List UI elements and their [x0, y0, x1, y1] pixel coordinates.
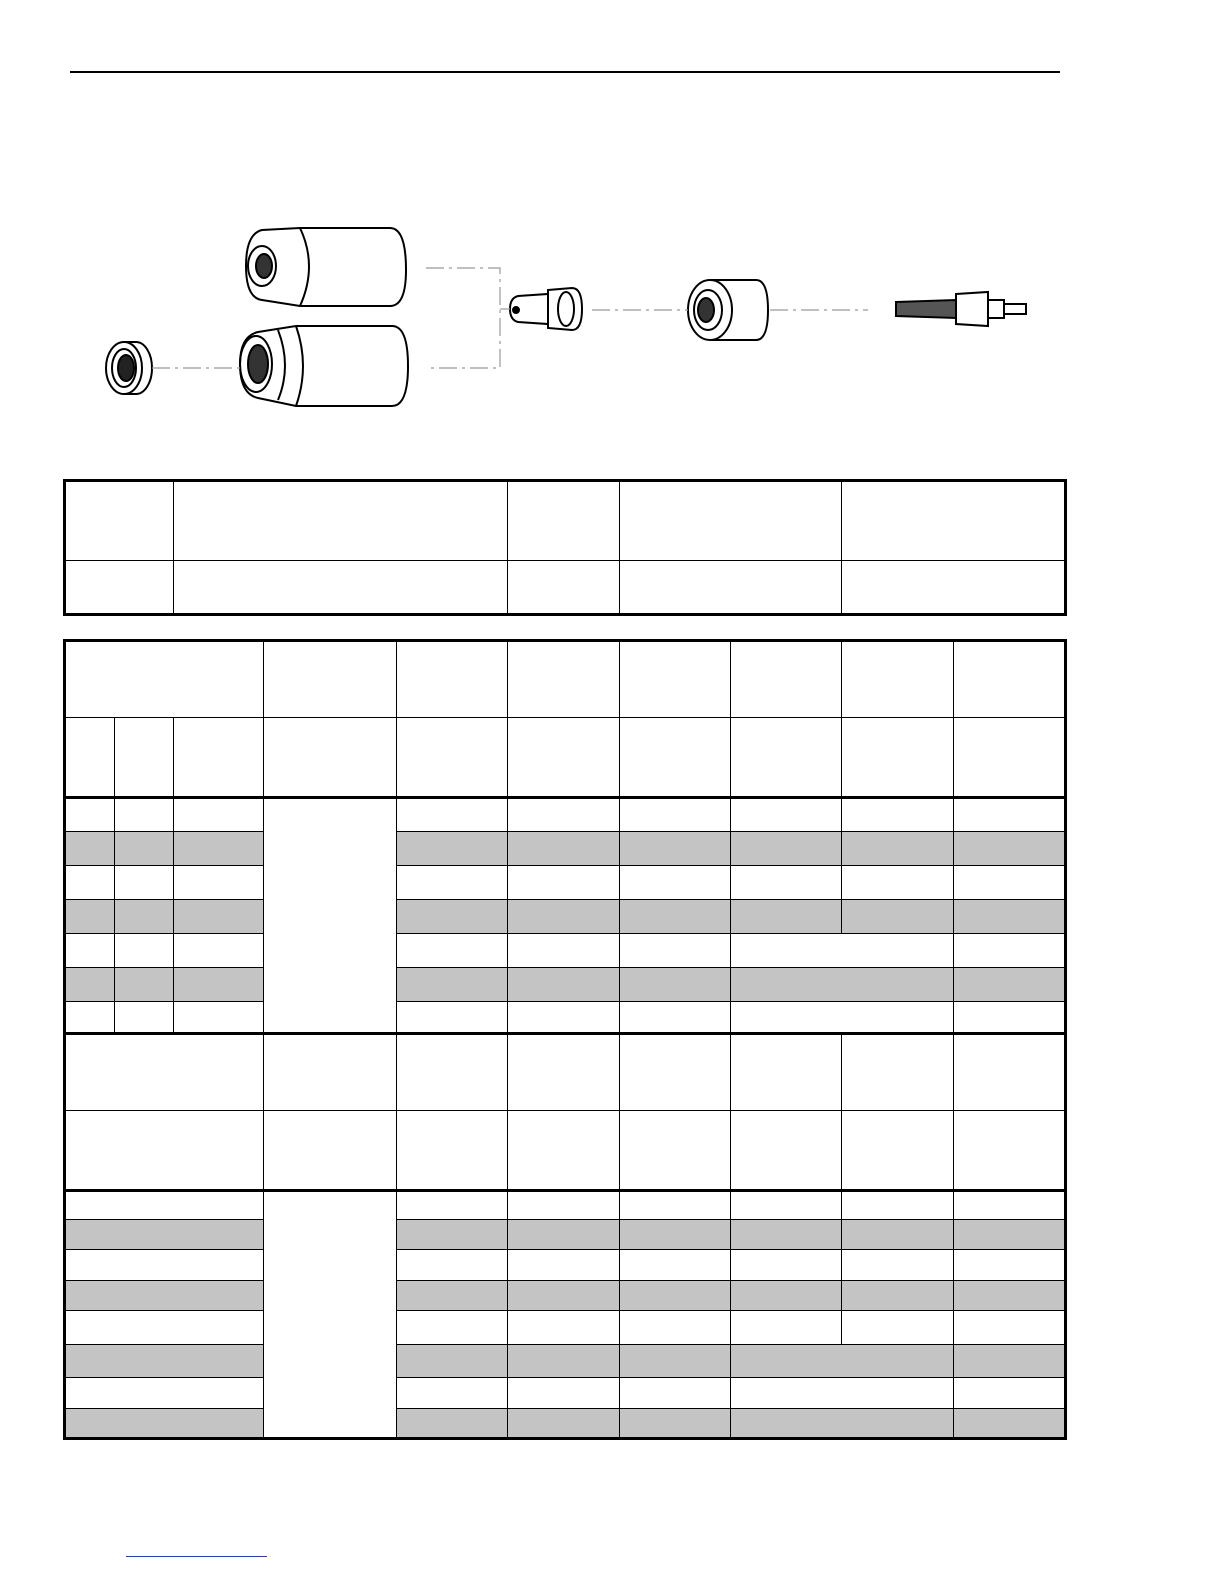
table-cell — [954, 1345, 1066, 1378]
header-cell — [620, 481, 842, 561]
table-cell — [508, 1311, 620, 1345]
table-cell — [842, 1311, 954, 1345]
table-cell — [954, 1311, 1066, 1345]
header-value-row — [65, 561, 1066, 615]
table-cell — [65, 798, 115, 832]
table-cell — [65, 1220, 264, 1250]
table-cell — [620, 866, 731, 900]
table-cell — [115, 832, 174, 866]
table-cell — [174, 832, 264, 866]
table-cell — [954, 1281, 1066, 1311]
header-cell — [842, 1034, 954, 1111]
table-cell — [115, 798, 174, 832]
retaining-cup-part — [106, 342, 152, 394]
table-cell — [397, 900, 508, 934]
table-cell — [620, 1281, 731, 1311]
table-cell — [65, 1002, 115, 1034]
table-cell — [65, 1378, 264, 1409]
table-cell — [397, 1191, 508, 1220]
table-cell — [397, 1378, 508, 1409]
table-cell — [65, 832, 115, 866]
table-cell — [954, 866, 1066, 900]
table-cell — [174, 798, 264, 832]
table-cell — [620, 934, 731, 968]
table-cell — [397, 1311, 508, 1345]
header-cell — [397, 718, 508, 798]
table-cell — [174, 934, 264, 968]
table-row — [65, 798, 1066, 832]
merged-table-cell — [731, 934, 954, 968]
header-cell — [264, 718, 397, 798]
table-cell — [731, 1250, 842, 1281]
swirl-ring-part — [688, 280, 768, 340]
header-cell — [731, 641, 842, 718]
table-cell — [954, 1250, 1066, 1281]
merged-table-cell — [731, 1378, 954, 1409]
header-cell — [397, 1034, 508, 1111]
header-cell — [620, 641, 731, 718]
header-cell — [65, 1034, 264, 1111]
header-cell — [115, 718, 174, 798]
header-cell — [508, 718, 620, 798]
table-cell — [620, 1220, 731, 1250]
shield-cap-part — [246, 228, 406, 306]
table-row — [65, 1345, 1066, 1378]
table-cell — [397, 866, 508, 900]
table-row — [65, 1311, 1066, 1345]
table-cell — [620, 1378, 731, 1409]
table-cell — [954, 1191, 1066, 1220]
table-cell — [508, 832, 620, 866]
table-cell — [397, 1281, 508, 1311]
header-cell — [842, 481, 1066, 561]
header-cell — [620, 718, 731, 798]
table-cell — [115, 866, 174, 900]
header-cell — [842, 1111, 954, 1191]
table-cell — [508, 968, 620, 1002]
table-row — [65, 900, 1066, 934]
table-cell — [508, 900, 620, 934]
upper-header-row — [65, 641, 1066, 718]
header-cell — [620, 1111, 731, 1191]
table-cell — [620, 968, 731, 1002]
table-cell — [508, 1281, 620, 1311]
nozzle-part — [510, 288, 582, 330]
table-cell — [842, 1250, 954, 1281]
table-cell — [65, 1250, 264, 1281]
header-cell — [174, 481, 508, 561]
table-cell — [620, 1345, 731, 1378]
table-row — [65, 1409, 1066, 1439]
table-cell — [508, 1378, 620, 1409]
merged-table-cell — [731, 968, 954, 1002]
table-cell — [842, 832, 954, 866]
table-cell — [842, 900, 954, 934]
table-cell — [954, 900, 1066, 934]
table-cell — [397, 1345, 508, 1378]
table-cell — [842, 1281, 954, 1311]
header-cell — [264, 641, 397, 718]
merged-table-cell — [731, 1002, 954, 1034]
table-row — [65, 1002, 1066, 1034]
header-value-cell — [508, 561, 620, 615]
header-cell — [264, 1034, 397, 1111]
header-cell — [174, 718, 264, 798]
table-row — [65, 968, 1066, 1002]
table-cell — [954, 832, 1066, 866]
header-cell — [65, 718, 115, 798]
table-cell — [731, 1191, 842, 1220]
table-cell — [397, 1409, 508, 1439]
top-rule — [70, 71, 1060, 73]
table-cell — [620, 1002, 731, 1034]
table-cell — [620, 1250, 731, 1281]
header-cell — [65, 481, 174, 561]
table-cell — [508, 1250, 620, 1281]
table-cell — [397, 1002, 508, 1034]
table-cell — [397, 798, 508, 832]
table-cell — [65, 934, 115, 968]
table-cell — [508, 1220, 620, 1250]
table-cell — [731, 798, 842, 832]
table-cell — [65, 1311, 264, 1345]
table-cell — [842, 866, 954, 900]
table-row — [65, 1220, 1066, 1250]
connector-bracket — [426, 268, 500, 368]
header-row — [65, 481, 1066, 561]
merged-cell — [264, 798, 397, 1034]
footer-link-underline — [126, 1556, 267, 1557]
ohmic-shield-part — [240, 326, 408, 406]
table-cell — [731, 1220, 842, 1250]
header-cell — [65, 641, 264, 718]
cut-chart-table — [63, 639, 1067, 1440]
merged-cell — [264, 1191, 397, 1439]
table-cell — [731, 1311, 842, 1345]
table-row — [65, 866, 1066, 900]
merged-table-cell — [731, 1345, 954, 1378]
header-cell — [264, 1111, 397, 1191]
table-cell — [508, 866, 620, 900]
table-cell — [954, 968, 1066, 1002]
table-cell — [954, 1002, 1066, 1034]
table-cell — [620, 832, 731, 866]
table-cell — [731, 1281, 842, 1311]
header-cell — [508, 1034, 620, 1111]
table-cell — [397, 968, 508, 1002]
table-cell — [65, 1191, 264, 1220]
table-cell — [65, 1281, 264, 1311]
table-cell — [954, 1378, 1066, 1409]
table-cell — [954, 1409, 1066, 1439]
header-cell — [620, 1034, 731, 1111]
table-cell — [620, 900, 731, 934]
table-cell — [508, 934, 620, 968]
table-cell — [842, 798, 954, 832]
header-value-cell — [174, 561, 508, 615]
table-cell — [115, 934, 174, 968]
table-row — [65, 1250, 1066, 1281]
header-cell — [731, 718, 842, 798]
table-cell — [508, 1191, 620, 1220]
table-cell — [174, 1002, 264, 1034]
header-cell — [397, 641, 508, 718]
table-cell — [508, 1345, 620, 1378]
merged-table-cell — [731, 1409, 954, 1439]
table-cell — [842, 1191, 954, 1220]
table-cell — [397, 934, 508, 968]
torch-consumables-exploded-drawing — [0, 200, 1224, 440]
part-number-header-table — [63, 479, 1067, 616]
header-cell — [397, 1111, 508, 1191]
table-cell — [174, 968, 264, 1002]
table-cell — [115, 1002, 174, 1034]
header-cell — [508, 641, 620, 718]
table-cell — [174, 866, 264, 900]
table-cell — [65, 968, 115, 1002]
table-cell — [954, 934, 1066, 968]
table-cell — [65, 1409, 264, 1439]
table-row — [65, 832, 1066, 866]
table-cell — [397, 832, 508, 866]
header-cell — [842, 641, 954, 718]
header-cell — [954, 641, 1066, 718]
header-value-cell — [620, 561, 842, 615]
lower-header-row — [65, 1034, 1066, 1111]
table-cell — [954, 1220, 1066, 1250]
table-cell — [620, 798, 731, 832]
table-cell — [508, 798, 620, 832]
header-cell — [508, 481, 620, 561]
table-cell — [397, 1250, 508, 1281]
table-cell — [620, 1409, 731, 1439]
header-value-cell — [842, 561, 1066, 615]
header-cell — [954, 1034, 1066, 1111]
table-cell — [174, 900, 264, 934]
upper-subheader-row — [65, 718, 1066, 798]
header-cell — [508, 1111, 620, 1191]
table-cell — [115, 900, 174, 934]
table-cell — [65, 1345, 264, 1378]
table-cell — [954, 798, 1066, 832]
header-value-cell — [65, 561, 174, 615]
header-cell — [954, 1111, 1066, 1191]
header-cell — [954, 718, 1066, 798]
table-cell — [620, 1311, 731, 1345]
table-cell — [731, 900, 842, 934]
header-cell — [731, 1111, 842, 1191]
table-cell — [508, 1409, 620, 1439]
table-cell — [115, 968, 174, 1002]
table-cell — [508, 1002, 620, 1034]
table-row — [65, 1191, 1066, 1220]
electrode-part — [896, 292, 1026, 326]
lower-subheader-row — [65, 1111, 1066, 1191]
table-cell — [731, 832, 842, 866]
table-cell — [842, 1220, 954, 1250]
table-cell — [397, 1220, 508, 1250]
table-cell — [65, 900, 115, 934]
table-cell — [731, 866, 842, 900]
header-cell — [731, 1034, 842, 1111]
table-row — [65, 1378, 1066, 1409]
table-cell — [620, 1191, 731, 1220]
table-row — [65, 934, 1066, 968]
header-cell — [842, 718, 954, 798]
table-row — [65, 1281, 1066, 1311]
table-cell — [65, 866, 115, 900]
header-cell — [65, 1111, 264, 1191]
